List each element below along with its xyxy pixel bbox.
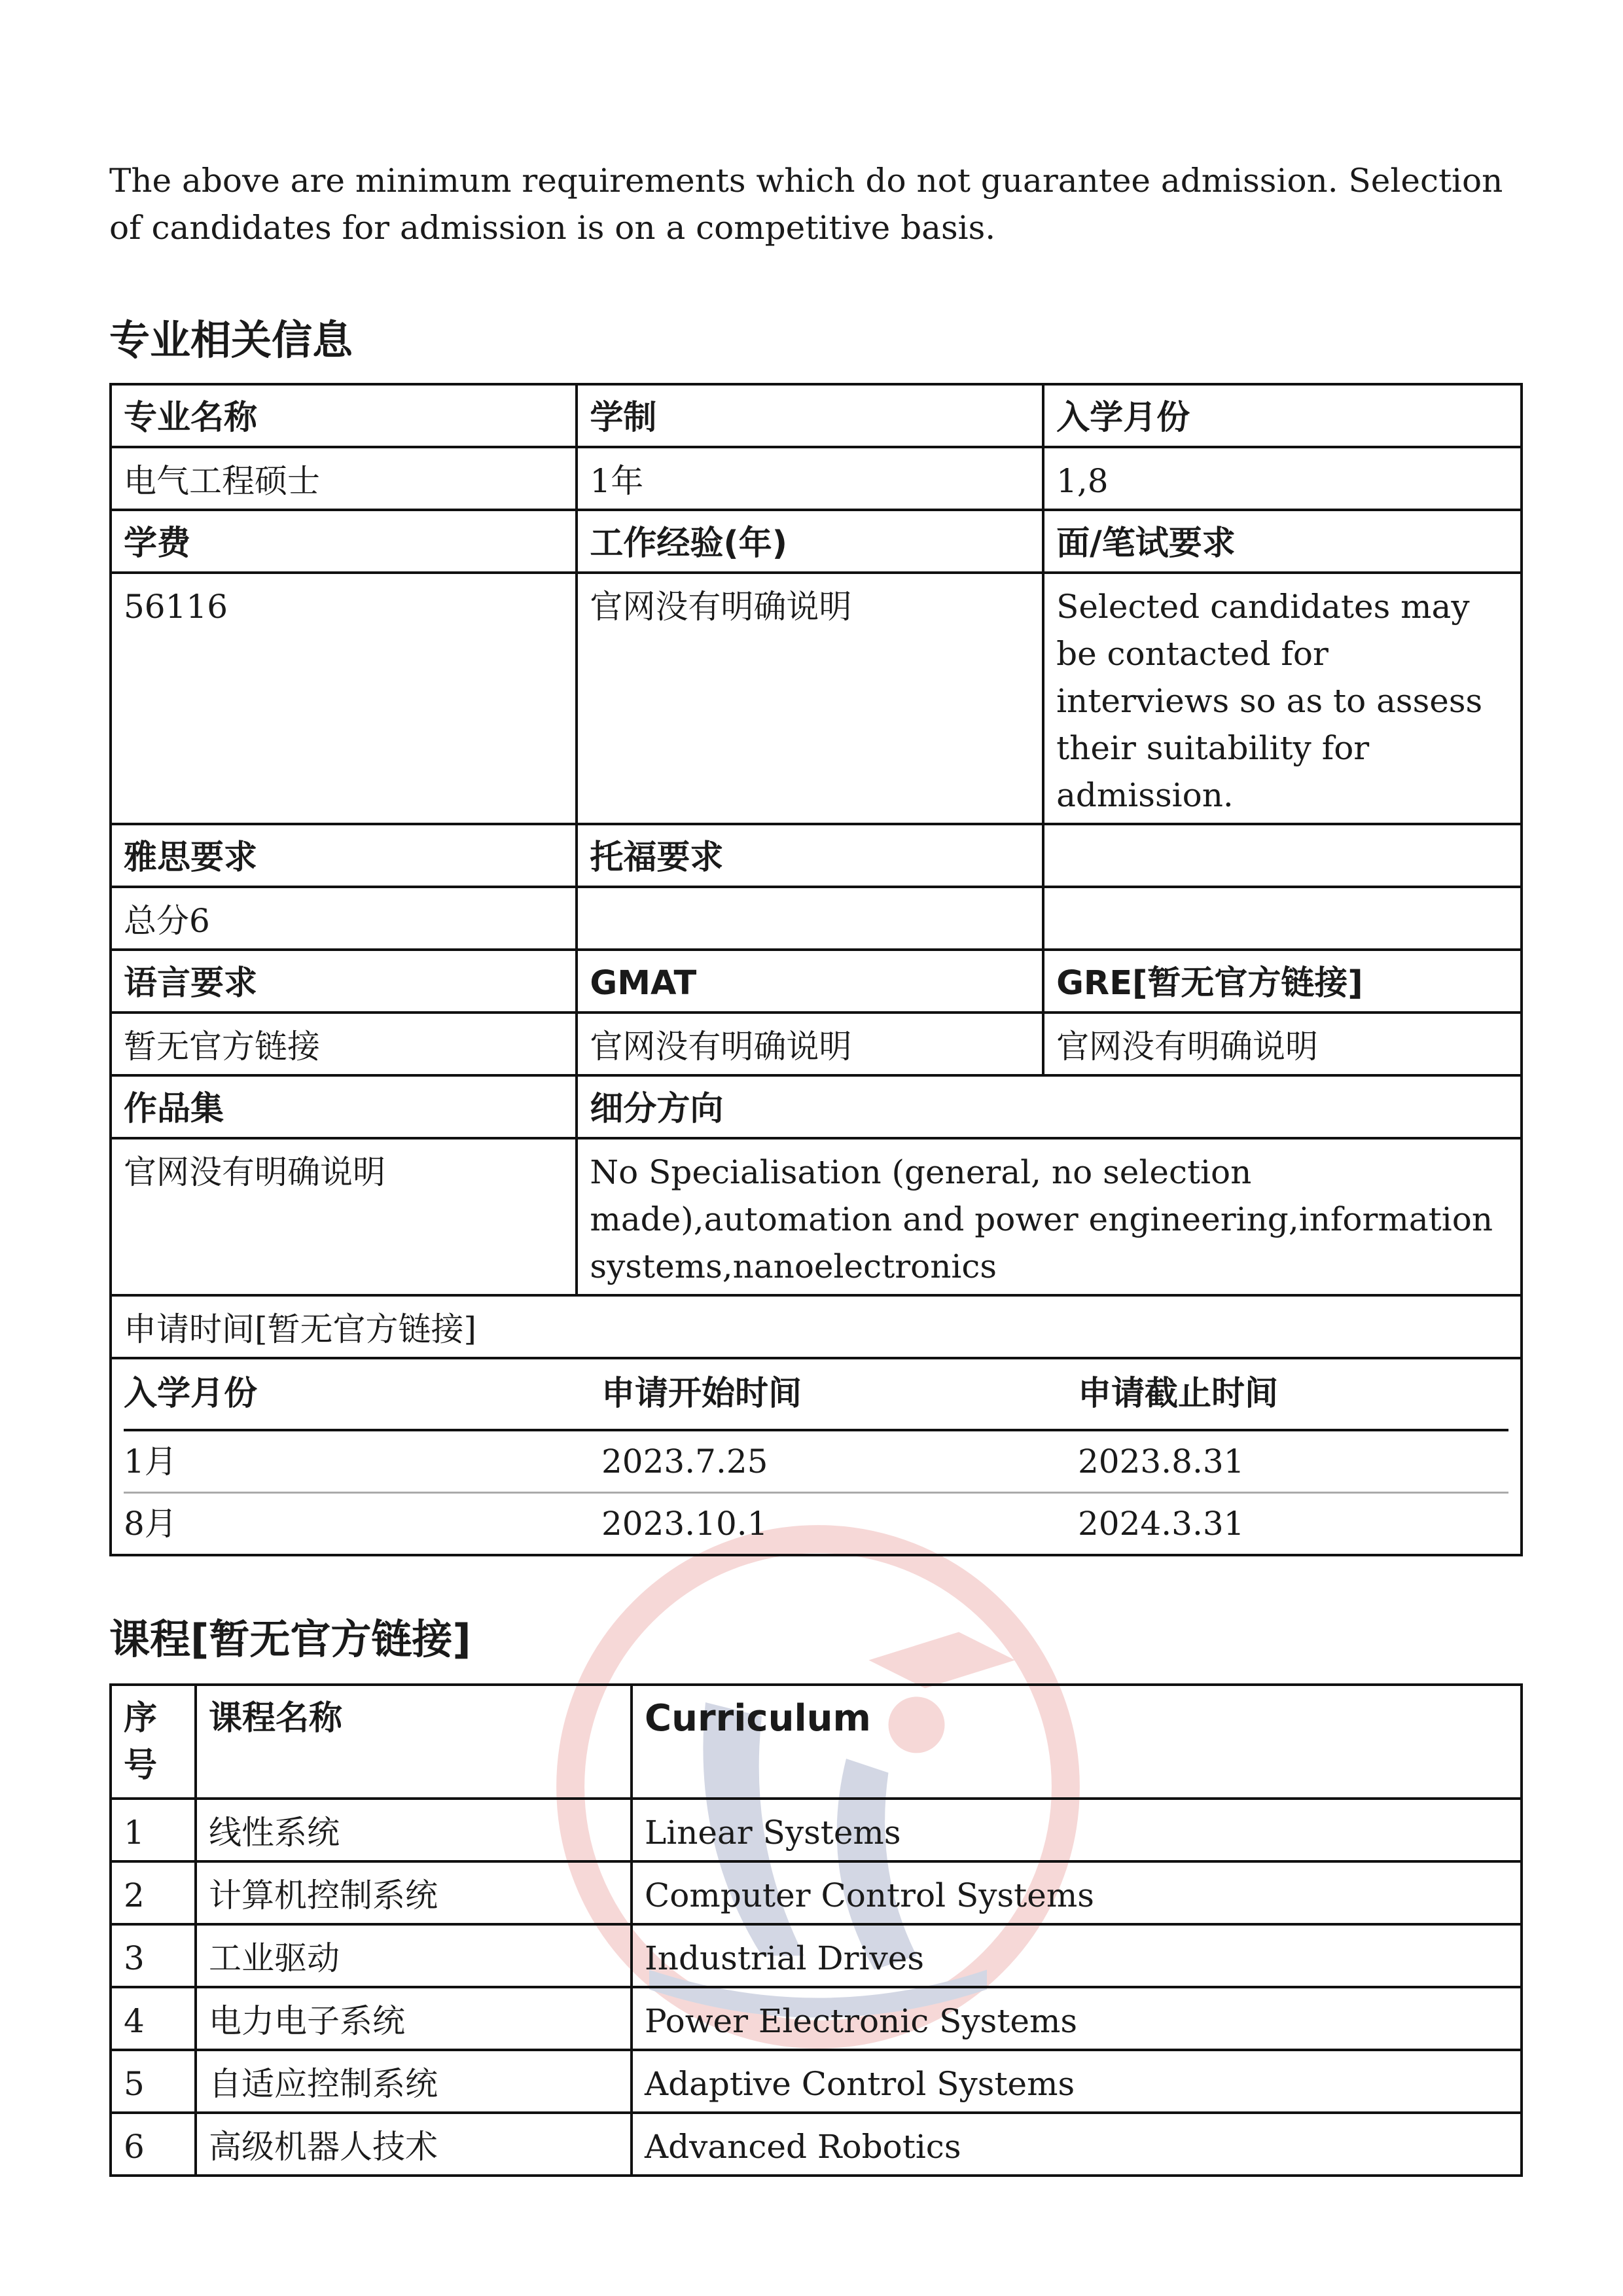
course-index: 4 <box>111 1987 196 2050</box>
value-gre: 官网没有明确说明 <box>1043 1013 1522 1075</box>
application-time-cell <box>111 1358 1522 1555</box>
app-cell-deadline: 2023.8.31 <box>1078 1430 1508 1493</box>
value-ielts: 总分6 <box>111 887 577 950</box>
table-row <box>111 1987 1522 2050</box>
course-name-cn: 高级机器人技术 <box>196 2113 632 2176</box>
label-interview: 面/笔试要求 <box>1043 510 1522 573</box>
course-name-en: Computer Control Systems <box>632 1861 1522 1924</box>
course-name-cn: 自适应控制系统 <box>196 2050 632 2113</box>
course-index: 5 <box>111 2050 196 2113</box>
label-language: 语言要求 <box>111 950 577 1013</box>
label-portfolio: 作品集 <box>111 1075 577 1138</box>
app-cell-deadline: 2024.3.31 <box>1078 1505 1245 1543</box>
app-header-intake: 入学月份 <box>124 1359 601 1430</box>
value-work-experience: 官网没有明确说明 <box>577 573 1043 824</box>
label-work-experience: 工作经验(年) <box>577 510 1043 573</box>
course-name-cn: 工业驱动 <box>196 1924 632 1987</box>
course-index: 3 <box>111 1924 196 1987</box>
label-gre: GRE[暂无官方链接] <box>1043 950 1522 1013</box>
table-row <box>124 1430 1508 1493</box>
application-time-table <box>124 1359 1508 1554</box>
value-portfolio: 官网没有明确说明 <box>111 1138 577 1295</box>
empty-cell <box>1043 887 1522 950</box>
table-row <box>111 1861 1522 1924</box>
intro-paragraph: The above are minimum requirements which do not guarantee admission. Selection of candidates for admission is on a competitive basis. <box>109 162 1503 247</box>
label-program-name: 专业名称 <box>111 384 577 447</box>
value-toefl <box>577 887 1043 950</box>
label-application-time: 申请时间[暂无官方链接] <box>111 1295 1522 1358</box>
label-ielts: 雅思要求 <box>111 824 577 887</box>
curriculum-table <box>109 1683 1523 2177</box>
label-duration: 学制 <box>577 384 1043 447</box>
empty-cell <box>1043 824 1522 887</box>
app-header-start: 申请开始时间 <box>601 1359 1078 1430</box>
value-program-name: 电气工程硕士 <box>111 447 577 510</box>
course-index: 2 <box>111 1861 196 1924</box>
app-cell-start: 2023.10.1 <box>601 1505 768 1543</box>
course-index: 6 <box>111 2113 196 2176</box>
curriculum-header-name-en: Curriculum <box>632 1685 1522 1799</box>
value-tuition: 56116 <box>111 573 577 824</box>
app-cell-intake: 1月 <box>124 1430 601 1493</box>
course-name-cn: 电力电子系统 <box>196 1987 632 2050</box>
label-tuition: 学费 <box>111 510 577 573</box>
course-name-en: Power Electronic Systems <box>632 1987 1522 2050</box>
section-title-curriculum: 课程[暂无官方链接] <box>109 1615 471 1663</box>
table-row <box>124 1493 1508 1554</box>
table-row <box>111 1924 1522 1987</box>
curriculum-header-index: 序号 <box>111 1685 196 1799</box>
course-name-en: Industrial Drives <box>632 1924 1522 1987</box>
table-row <box>111 2113 1522 2176</box>
app-header-deadline: 申请截止时间 <box>1078 1359 1508 1430</box>
label-specialisation: 细分方向 <box>577 1075 1522 1138</box>
table-row <box>111 2050 1522 2113</box>
curriculum-header-name-cn: 课程名称 <box>196 1685 632 1799</box>
label-toefl: 托福要求 <box>577 824 1043 887</box>
course-name-en: Advanced Robotics <box>632 2113 1522 2176</box>
course-name-en: Linear Systems <box>632 1799 1522 1861</box>
course-index: 1 <box>111 1799 196 1861</box>
value-duration: 1年 <box>577 447 1043 510</box>
value-gmat: 官网没有明确说明 <box>577 1013 1043 1075</box>
value-specialisation: No Specialisation (general, no selection made),automation and power engineering,information systems,nanoelectronics <box>577 1138 1522 1295</box>
label-gmat: GMAT <box>577 950 1043 1013</box>
program-info-table <box>109 383 1523 1556</box>
course-name-cn: 计算机控制系统 <box>196 1861 632 1924</box>
label-intake: 入学月份 <box>1043 384 1522 447</box>
value-intake: 1,8 <box>1043 447 1522 510</box>
app-cell-intake: 8月 <box>124 1505 177 1543</box>
app-cell-start: 2023.7.25 <box>601 1430 1078 1493</box>
table-row <box>111 1799 1522 1861</box>
value-interview: Selected candidates may be contacted for interviews so as to assess their suitability for admission. <box>1043 573 1522 824</box>
course-name-cn: 线性系统 <box>196 1799 632 1861</box>
value-language: 暂无官方链接 <box>111 1013 577 1075</box>
section-title-program-info: 专业相关信息 <box>109 316 353 364</box>
course-name-en: Adaptive Control Systems <box>632 2050 1522 2113</box>
